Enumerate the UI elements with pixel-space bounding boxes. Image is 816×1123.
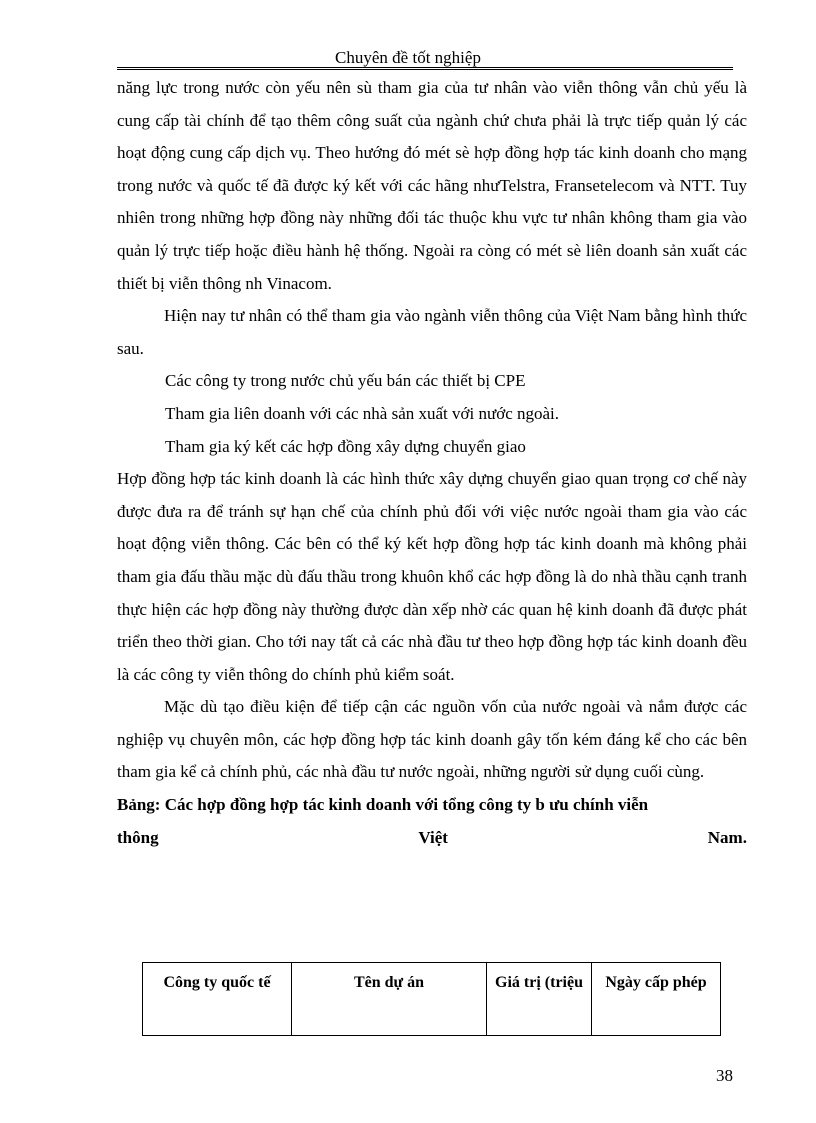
table-header-row [143, 963, 721, 1036]
caption-word: thông [117, 827, 159, 847]
header-cell-company: Công ty quốc tế [143, 963, 292, 1036]
contracts-table [142, 962, 721, 1036]
list-item: Các công ty trong nước chủ yếu bán các thiết bị CPE [165, 371, 526, 391]
document-body [117, 72, 747, 854]
table-caption-continued [117, 822, 747, 855]
paragraph-1: năng lực trong nước còn yếu nên sù tham gia của tư nhân vào viễn thông vẫn chủ yếu là cung cấp tài chính để tạo thêm công suất của ngành chứ chưa phải là trực tiếp quản lý các hoạt động cung cấp dịch vụ. Theo hướng đó mét sè hợp đồng hợp tác kinh doanh cho mạng trong nước và quốc tế đã được ký kết với các hãng nhưTelstra, Fransetelecom và NTT. Tuy nhiên trong những hợp đồng này những đối tác thuộc khu vực tư nhân không tham gia vào quản lý trực tiếp hoặc điều hành hệ thống. Ngoài ra còng có mét sè liên doanh sản xuất các thiết bị viễn thông nh Vinacom. [117, 78, 747, 293]
list-item: Tham gia liên doanh với các nhà sản xuất với nước ngoài. [165, 403, 560, 423]
caption-word: Việt [418, 827, 448, 847]
header-cell-project: Tên dự án [292, 963, 487, 1036]
paragraph-3: Hợp đồng hợp tác kinh doanh là các hình thức xây dựng chuyển giao quan trọng cơ chế này được đưa ra để tránh sự hạn chế của chính phủ đối với việc nước ngoài tham gia vào các hoạt động viễn thông. Các bên có thể ký kết hợp đồng hợp tác kinh doanh mà không phải tham gia đấu thầu mặc dù đấu thầu trong khuôn khổ các hợp đồng là do nhà thầu cạnh tranh thực hiện các hợp đồng này thường được dàn xếp nhờ các quan hệ kinh doanh đã được phát triển theo thời gian. Cho tới nay tất cả các nhà đầu tư theo hợp đồng hợp tác kinh doanh đều là các công ty viễn thông do chính phủ kiểm soát. [117, 469, 747, 684]
header-cell-value: Giá trị (triệu [487, 963, 592, 1036]
table-caption: Bảng: Các hợp đồng hợp tác kinh doanh với tổng công ty b ưu chính viễn [117, 795, 649, 815]
page-header-title: Chuyên đề tốt nghiệp [335, 48, 481, 67]
page-number: 38 [716, 1066, 733, 1085]
caption-word: Nam. [707, 827, 747, 847]
header-cell-date: Ngày cấp phép [592, 963, 721, 1036]
list-item: Tham gia ký kết các hợp đồng xây dựng chuyển giao [165, 436, 526, 456]
paragraph-4: Mặc dù tạo điều kiện để tiếp cận các nguồn vốn của nước ngoài và nắm được các nghiệp vụ chuyên môn, các hợp đồng hợp tác kinh doanh gây tốn kém đáng kể cho các bên tham gia kể cả chính phủ, các nhà đầu tư nước ngoài, những người sử dụng cuối cùng. [117, 697, 747, 782]
header-divider [117, 67, 733, 70]
paragraph-2: Hiện nay tư nhân có thể tham gia vào ngành viễn thông của Việt Nam bằng hình thức sau. [117, 306, 747, 358]
